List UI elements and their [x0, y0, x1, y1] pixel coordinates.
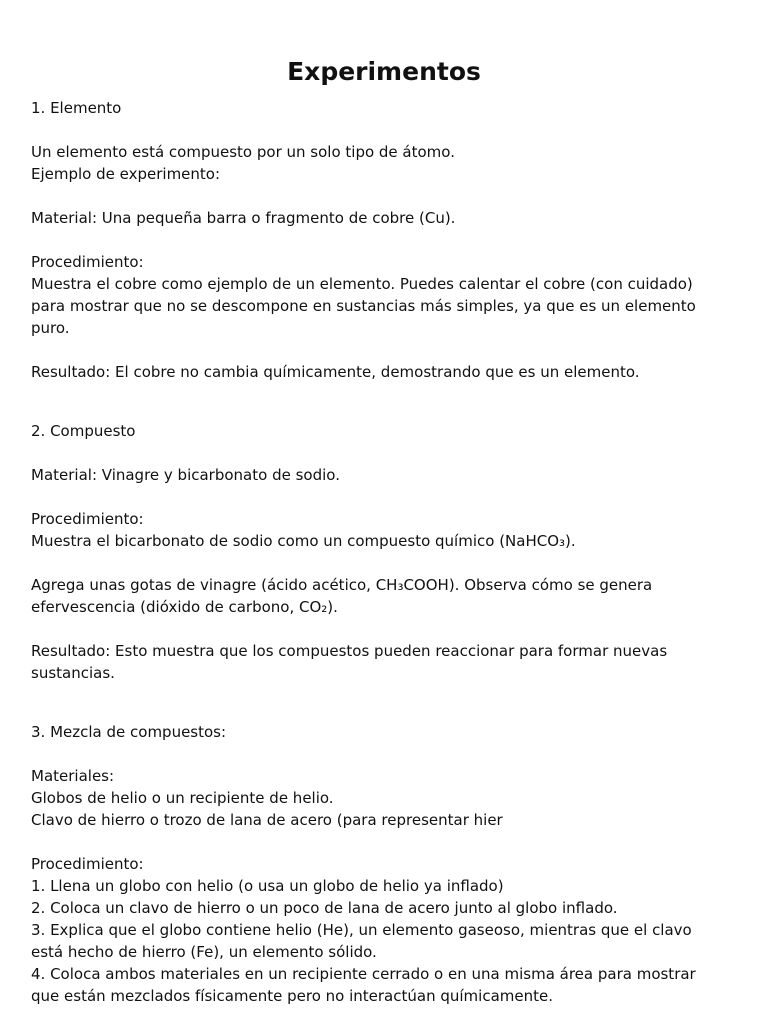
section-2-procedure-label: Procedimiento:	[31, 510, 144, 528]
document-body	[31, 97, 743, 1007]
section-3-step-3-line-2: está hecho de hierro (Fe), un elemento sólido.	[31, 943, 377, 961]
section-3-materials-label: Materiales:	[31, 767, 115, 785]
section-3-procedure-label: Procedimiento:	[31, 855, 144, 873]
section-3-step-1: 1. Llena un globo con helio (o usa un globo de helio ya inflado)	[31, 877, 504, 895]
section-2-heading: 2. Compuesto	[31, 422, 136, 440]
section-1-definition: Un elemento está compuesto por un solo tipo de átomo.	[31, 143, 455, 161]
section-3-step-4-line-2: que están mezclados físicamente pero no interactúan químicamente.	[31, 987, 553, 1005]
section-1-procedure-label: Procedimiento:	[31, 253, 144, 271]
section-3-step-2: 2. Coloca un clavo de hierro o un poco de lana de acero junto al globo inflado.	[31, 899, 618, 917]
section-1-example-label: Ejemplo de experimento:	[31, 165, 221, 183]
section-1-heading: 1. Elemento	[31, 99, 122, 117]
section-1-result: Resultado: El cobre no cambia químicamente, demostrando que es un elemento.	[31, 363, 640, 381]
section-3-heading: 3. Mezcla de compuestos:	[31, 723, 227, 741]
section-1-procedure-line-3: puro.	[31, 319, 70, 337]
section-2-result-line-2: sustancias.	[31, 664, 115, 682]
section-2-add-line-2: efervescencia (dióxido de carbono, CO₂).	[31, 598, 338, 616]
section-3-material-line-2: Clavo de hierro o trozo de lana de acero (para representar hier	[31, 811, 503, 829]
section-2-result-line-1: Resultado: Esto muestra que los compuestos pueden reaccionar para formar nuevas	[31, 642, 668, 660]
section-3-step-4-line-1: 4. Coloca ambos materiales en un recipiente cerrado o en una misma área para mostrar	[31, 965, 696, 983]
page-title: Experimentos	[287, 57, 481, 86]
section-1-material: Material: Una pequeña barra o fragmento de cobre (Cu).	[31, 209, 456, 227]
section-2-add-line-1: Agrega unas gotas de vinagre (ácido acético, CH₃COOH). Observa cómo se genera	[31, 576, 653, 594]
section-1-procedure-line-1: Muestra el cobre como ejemplo de un elemento. Puedes calentar el cobre (con cuidado)	[31, 275, 693, 293]
section-3-material-line-1: Globos de helio o un recipiente de helio.	[31, 789, 334, 807]
section-1-procedure-line-2: para mostrar que no se descompone en sustancias más simples, ya que es un elemento	[31, 297, 696, 315]
section-2-procedure-line-1: Muestra el bicarbonato de sodio como un compuesto químico (NaHCO₃).	[31, 532, 576, 550]
section-2-material: Material: Vinagre y bicarbonato de sodio.	[31, 466, 340, 484]
section-3-step-3-line-1: 3. Explica que el globo contiene helio (He), un elemento gaseoso, mientras que el clavo	[31, 921, 692, 939]
